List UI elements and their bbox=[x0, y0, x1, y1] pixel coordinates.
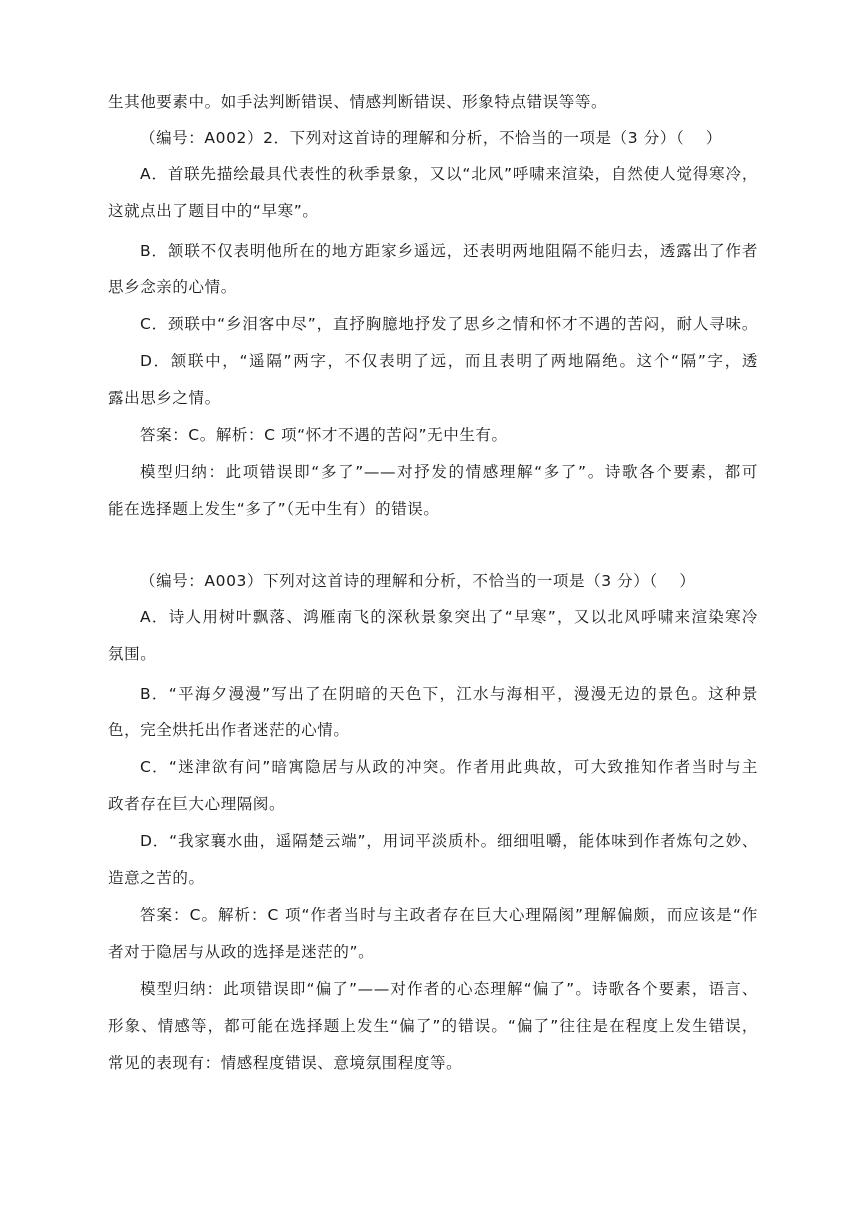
text-line: 这就点出了题目中的“早寒”。 bbox=[108, 202, 319, 220]
option-c: C．“迷津欲有问”暗寓隐居与从政的冲突。作者用此典故，可大致推知作者当时与主 bbox=[140, 758, 758, 776]
text-line: 氛围。 bbox=[108, 645, 157, 663]
text-line: 思乡念亲的心情。 bbox=[108, 278, 237, 296]
question-a003-stem: （编号：A003）下列对这首诗的理解和分析，不恰当的一项是（3 分）（ ） bbox=[140, 572, 696, 590]
text-line: 形象、情感等，都可能在选择题上发生“偏了”的错误。“偏了”往往是在程度上发生错误， bbox=[108, 1017, 758, 1035]
text-line: 能在选择题上发生“多了”（无中生有）的错误。 bbox=[108, 500, 440, 518]
text-line: 者对于隐居与从政的选择是迷茫的”。 bbox=[108, 943, 375, 961]
text-line: 造意之苦的。 bbox=[108, 869, 205, 887]
option-a: A．首联先描绘最具代表性的秋季景象，又以“北风”呼啸来渲染，自然使人觉得寒冷， bbox=[140, 165, 758, 183]
option-b: B．颔联不仅表明他所在的地方距家乡遥远，还表明两地阻隔不能归去，透露出了作者 bbox=[140, 242, 758, 260]
option-c: C．颈联中“乡泪客中尽”，直抒胸臆地抒发了思乡之情和怀才不遇的苦闷，耐人寻味。 bbox=[140, 315, 758, 333]
option-a: A．诗人用树叶飘落、鸿雁南飞的深秋景象突出了“早寒”，又以北风呼啸来渲染寒冷 bbox=[140, 608, 758, 626]
question-a002-stem: （编号：A002）2．下列对这首诗的理解和分析，不恰当的一项是（3 分）（ ） bbox=[140, 129, 723, 147]
text-line: 政者存在巨大心理隔阂。 bbox=[108, 795, 286, 813]
answer-a002: 答案：C。解析：C 项“怀才不遇的苦闷”无中生有。 bbox=[140, 426, 508, 444]
model-summary-a003: 模型归纳：此项错误即“偏了”——对作者的心态理解“偏了”。诗歌各个要素，语言、 bbox=[140, 980, 758, 998]
option-b: B．“平海夕漫漫”写出了在阴暗的天色下，江水与海相平，漫漫无边的景色。这种景 bbox=[140, 685, 758, 703]
text-line: 生其他要素中。如手法判断错误、情感判断错误、形象特点错误等等。 bbox=[108, 93, 608, 111]
text-line: 色，完全烘托出作者迷茫的心情。 bbox=[108, 721, 350, 739]
text-line: 露出思乡之情。 bbox=[108, 389, 221, 407]
model-summary-a002: 模型归纳：此项错误即“多了”——对抒发的情感理解“多了”。诗歌各个要素，都可 bbox=[140, 463, 758, 481]
option-d: D．“我家襄水曲，遥隔楚云端”，用词平淡质朴。细细咀嚼，能体味到作者炼句之妙、 bbox=[140, 832, 758, 850]
text-line: 常见的表现有：情感程度错误、意境氛围程度等。 bbox=[108, 1054, 463, 1072]
answer-a003: 答案：C。解析：C 项“作者当时与主政者存在巨大心理隔阂”理解偏颇，而应该是“作 bbox=[140, 906, 758, 924]
option-d: D．颔联中，“遥隔”两字，不仅表明了远，而且表明了两地隔绝。这个“隔”字，透 bbox=[140, 352, 758, 370]
